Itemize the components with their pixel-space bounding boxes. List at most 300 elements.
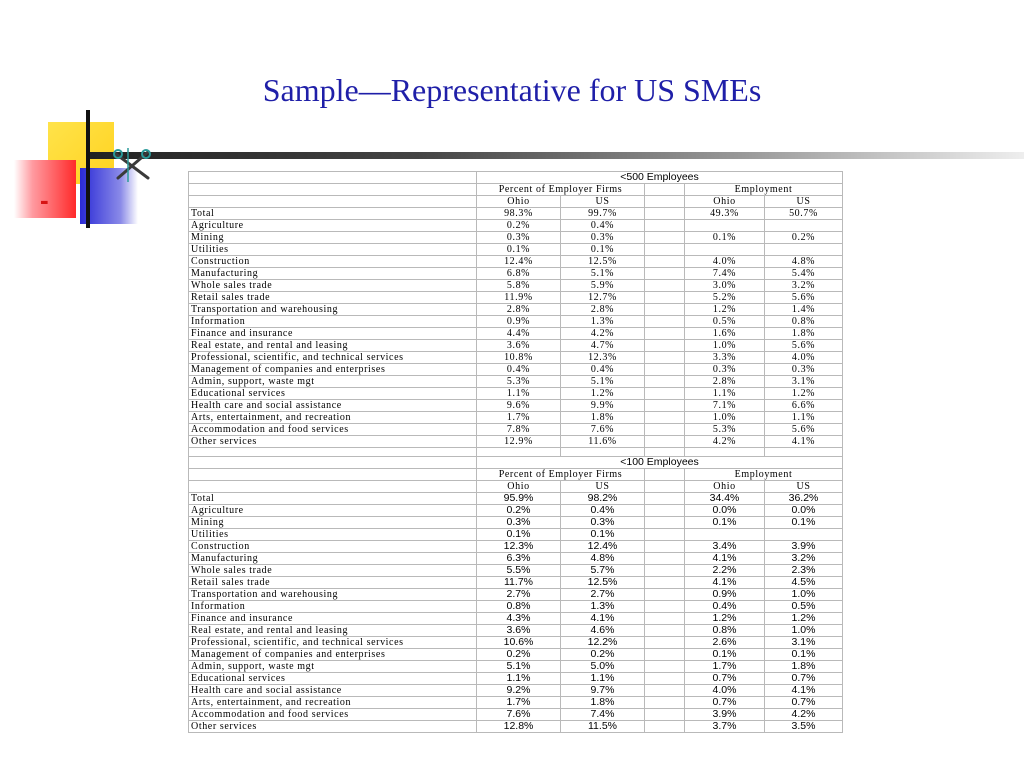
pct-ohio-cell: 7.6% (477, 709, 561, 721)
emp-ohio-cell: 3.9% (685, 709, 765, 721)
emp-us-cell: 1.2% (765, 388, 843, 400)
pct-ohio-cell: 7.8% (477, 424, 561, 436)
column-header-row (189, 196, 843, 208)
empty-cell (189, 196, 477, 208)
row-label: Agriculture (189, 220, 477, 232)
pct-ohio-cell: 1.7% (477, 697, 561, 709)
pct-us-cell: 0.4% (561, 505, 645, 517)
row-label: Other services (189, 721, 477, 733)
emp-ohio-cell: 0.1% (685, 232, 765, 244)
pct-ohio-cell: 6.8% (477, 268, 561, 280)
pct-ohio-cell: 1.1% (477, 388, 561, 400)
table-row (189, 268, 843, 280)
section-header-row (189, 457, 843, 469)
section-title: <100 Employees (477, 457, 843, 469)
pct-ohio-cell: 95.9% (477, 493, 561, 505)
spacer-row (189, 448, 843, 457)
table-row (189, 316, 843, 328)
emp-ohio-cell: 2.8% (685, 376, 765, 388)
table-row (189, 424, 843, 436)
table-row (189, 376, 843, 388)
table-row (189, 505, 843, 517)
row-label: Real estate, and rental and leasing (189, 625, 477, 637)
emp-ohio-cell: 4.0% (685, 685, 765, 697)
empty-cell (645, 316, 685, 328)
empty-cell (645, 400, 685, 412)
emp-us-cell: 3.2% (765, 280, 843, 292)
empty-cell (645, 697, 685, 709)
row-label: Transportation and warehousing (189, 589, 477, 601)
table-row (189, 697, 843, 709)
table-row (189, 304, 843, 316)
table-row (189, 328, 843, 340)
empty-cell (645, 268, 685, 280)
emp-us-cell: 4.1% (765, 685, 843, 697)
table-row (189, 352, 843, 364)
emp-ohio-cell (685, 529, 765, 541)
empty-cell (189, 184, 477, 196)
pct-ohio-cell: 12.4% (477, 256, 561, 268)
empty-cell (645, 613, 685, 625)
emp-ohio-cell: 2.2% (685, 565, 765, 577)
table-row (189, 541, 843, 553)
row-label: Accommodation and food services (189, 709, 477, 721)
empty-cell (685, 448, 765, 457)
emp-ohio-cell: 4.1% (685, 553, 765, 565)
pct-ohio-cell: 3.6% (477, 340, 561, 352)
table-row (189, 232, 843, 244)
pct-ohio-cell: 11.9% (477, 292, 561, 304)
row-label: Total (189, 208, 477, 220)
table-row (189, 292, 843, 304)
pct-us-cell: 9.7% (561, 685, 645, 697)
emp-ohio-cell: 1.2% (685, 613, 765, 625)
pct-us-cell: 4.7% (561, 340, 645, 352)
empty-cell (645, 208, 685, 220)
pct-us-cell: 1.3% (561, 316, 645, 328)
emp-us-cell: 1.0% (765, 589, 843, 601)
table-row (189, 436, 843, 448)
group-percent-header: Percent of Employer Firms (477, 469, 645, 481)
empty-cell (645, 673, 685, 685)
emp-ohio-cell: 1.6% (685, 328, 765, 340)
empty-cell (477, 448, 561, 457)
pct-us-cell: 0.4% (561, 364, 645, 376)
table-row (189, 709, 843, 721)
emp-us-cell (765, 244, 843, 256)
row-label: Manufacturing (189, 268, 477, 280)
table-row (189, 601, 843, 613)
decor-red-dash: - (40, 185, 49, 215)
emp-us-cell: 2.3% (765, 565, 843, 577)
empty-cell (645, 601, 685, 613)
pct-us-cell: 5.7% (561, 565, 645, 577)
pct-ohio-cell: 6.3% (477, 553, 561, 565)
pct-us-cell: 12.5% (561, 256, 645, 268)
empty-cell (645, 448, 685, 457)
emp-us-cell: 0.1% (765, 649, 843, 661)
pct-ohio-cell: 11.7% (477, 577, 561, 589)
pct-us-cell: 98.2% (561, 493, 645, 505)
empty-cell (645, 388, 685, 400)
emp-ohio-cell: 1.2% (685, 304, 765, 316)
row-label: Other services (189, 436, 477, 448)
pct-us-cell: 0.1% (561, 529, 645, 541)
empty-cell (645, 220, 685, 232)
table-row (189, 577, 843, 589)
pct-ohio-cell: 2.7% (477, 589, 561, 601)
emp-us-cell: 36.2% (765, 493, 843, 505)
pct-ohio-cell: 0.9% (477, 316, 561, 328)
empty-cell (645, 280, 685, 292)
pct-ohio-cell: 0.1% (477, 244, 561, 256)
emp-ohio-cell: 4.0% (685, 256, 765, 268)
table-row (189, 613, 843, 625)
empty-cell (645, 637, 685, 649)
emp-ohio-cell: 0.8% (685, 625, 765, 637)
pct-ohio-cell: 5.3% (477, 376, 561, 388)
emp-ohio-cell: 5.2% (685, 292, 765, 304)
emp-ohio-cell: 34.4% (685, 493, 765, 505)
pct-us-cell: 99.7% (561, 208, 645, 220)
row-label: Educational services (189, 673, 477, 685)
section-title: <500 Employees (477, 172, 843, 184)
empty-cell (645, 340, 685, 352)
table-row (189, 673, 843, 685)
emp-us-cell (765, 529, 843, 541)
row-label: Utilities (189, 529, 477, 541)
emp-us-cell: 1.2% (765, 613, 843, 625)
empty-cell (645, 517, 685, 529)
row-label: Management of companies and enterprises (189, 649, 477, 661)
emp-ohio-cell: 5.3% (685, 424, 765, 436)
row-label: Professional, scientific, and technical services (189, 352, 477, 364)
pct-ohio-cell: 1.7% (477, 412, 561, 424)
pct-us-cell: 7.6% (561, 424, 645, 436)
pct-us-cell: 1.3% (561, 601, 645, 613)
emp-ohio-cell (685, 220, 765, 232)
empty-cell (645, 529, 685, 541)
pct-us-cell: 1.8% (561, 697, 645, 709)
empty-cell (645, 649, 685, 661)
pct-us-cell: 7.4% (561, 709, 645, 721)
emp-us-cell: 0.7% (765, 697, 843, 709)
emp-ohio-cell: 0.4% (685, 601, 765, 613)
pct-us-cell: 1.8% (561, 412, 645, 424)
emp-us-cell: 3.1% (765, 637, 843, 649)
group-employment-header: Employment (685, 184, 843, 196)
empty-cell (645, 685, 685, 697)
table-row (189, 412, 843, 424)
decor-vertical-line (86, 110, 90, 228)
tool-icon (110, 146, 154, 184)
row-label: Educational services (189, 388, 477, 400)
pct-us-cell: 0.3% (561, 517, 645, 529)
emp-ohio-cell: 3.0% (685, 280, 765, 292)
pct-ohio-cell: 0.3% (477, 232, 561, 244)
empty-cell (645, 232, 685, 244)
pct-us-cell: 9.9% (561, 400, 645, 412)
row-label: Arts, entertainment, and recreation (189, 697, 477, 709)
col-ohio: Ohio (685, 481, 765, 493)
table-row (189, 721, 843, 733)
pct-us-cell: 12.2% (561, 637, 645, 649)
emp-ohio-cell: 0.0% (685, 505, 765, 517)
pct-us-cell: 12.5% (561, 577, 645, 589)
pct-us-cell: 11.5% (561, 721, 645, 733)
table-row (189, 649, 843, 661)
group-employment-header: Employment (685, 469, 843, 481)
emp-us-cell: 1.8% (765, 661, 843, 673)
pct-us-cell: 0.3% (561, 232, 645, 244)
pct-ohio-cell: 0.8% (477, 601, 561, 613)
emp-us-cell: 0.8% (765, 316, 843, 328)
empty-cell (189, 448, 477, 457)
row-label: Information (189, 601, 477, 613)
pct-us-cell: 2.8% (561, 304, 645, 316)
emp-ohio-cell: 7.4% (685, 268, 765, 280)
emp-us-cell: 0.3% (765, 364, 843, 376)
table-row (189, 220, 843, 232)
empty-cell (645, 505, 685, 517)
emp-us-cell: 4.0% (765, 352, 843, 364)
row-label: Health care and social assistance (189, 685, 477, 697)
emp-us-cell: 4.2% (765, 709, 843, 721)
pct-ohio-cell: 98.3% (477, 208, 561, 220)
empty-cell (645, 352, 685, 364)
group-header-row (189, 469, 843, 481)
empty-cell (189, 457, 477, 469)
emp-ohio-cell: 0.5% (685, 316, 765, 328)
emp-us-cell: 1.0% (765, 625, 843, 637)
pct-ohio-cell: 0.3% (477, 517, 561, 529)
pct-ohio-cell: 9.6% (477, 400, 561, 412)
emp-us-cell: 50.7% (765, 208, 843, 220)
empty-cell (645, 196, 685, 208)
table-row (189, 637, 843, 649)
row-label: Health care and social assistance (189, 400, 477, 412)
column-header-row (189, 481, 843, 493)
table-row (189, 340, 843, 352)
table-row (189, 208, 843, 220)
row-label: Finance and insurance (189, 328, 477, 340)
pct-ohio-cell: 0.1% (477, 529, 561, 541)
empty-cell (645, 481, 685, 493)
emp-ohio-cell: 1.0% (685, 412, 765, 424)
emp-us-cell: 0.1% (765, 517, 843, 529)
emp-ohio-cell: 1.1% (685, 388, 765, 400)
emp-us-cell: 3.2% (765, 553, 843, 565)
row-label: Transportation and warehousing (189, 304, 477, 316)
col-ohio: Ohio (685, 196, 765, 208)
empty-cell (765, 448, 843, 457)
empty-cell (645, 436, 685, 448)
pct-ohio-cell: 12.3% (477, 541, 561, 553)
table-row (189, 388, 843, 400)
emp-us-cell: 3.5% (765, 721, 843, 733)
empty-cell (645, 661, 685, 673)
table-row (189, 493, 843, 505)
empty-cell (189, 469, 477, 481)
row-label: Arts, entertainment, and recreation (189, 412, 477, 424)
row-label: Agriculture (189, 505, 477, 517)
emp-us-cell: 1.1% (765, 412, 843, 424)
table-row (189, 529, 843, 541)
pct-us-cell: 5.1% (561, 268, 645, 280)
pct-us-cell: 0.4% (561, 220, 645, 232)
col-us: US (561, 196, 645, 208)
empty-cell (645, 256, 685, 268)
row-label: Admin, support, waste mgt (189, 376, 477, 388)
emp-us-cell: 4.8% (765, 256, 843, 268)
emp-ohio-cell: 0.3% (685, 364, 765, 376)
empty-cell (645, 376, 685, 388)
decor-horizontal-rule (90, 152, 1024, 159)
emp-ohio-cell: 1.0% (685, 340, 765, 352)
col-us: US (765, 481, 843, 493)
pct-us-cell: 2.7% (561, 589, 645, 601)
row-label: Manufacturing (189, 553, 477, 565)
pct-ohio-cell: 4.4% (477, 328, 561, 340)
table-row (189, 244, 843, 256)
empty-cell (645, 721, 685, 733)
pct-ohio-cell: 4.3% (477, 613, 561, 625)
emp-ohio-cell: 2.6% (685, 637, 765, 649)
section-header-row (189, 172, 843, 184)
col-ohio: Ohio (477, 481, 561, 493)
pct-ohio-cell: 0.4% (477, 364, 561, 376)
pct-us-cell: 4.8% (561, 553, 645, 565)
emp-us-cell: 0.0% (765, 505, 843, 517)
pct-us-cell: 12.7% (561, 292, 645, 304)
emp-ohio-cell: 0.9% (685, 589, 765, 601)
pct-ohio-cell: 0.2% (477, 649, 561, 661)
pct-us-cell: 0.1% (561, 244, 645, 256)
row-label: Construction (189, 256, 477, 268)
pct-us-cell: 0.2% (561, 649, 645, 661)
empty-cell (645, 577, 685, 589)
row-label: Real estate, and rental and leasing (189, 340, 477, 352)
group-header-row (189, 184, 843, 196)
slide-title: Sample—Representative for US SMEs (262, 72, 762, 108)
emp-ohio-cell (685, 244, 765, 256)
pct-ohio-cell: 12.9% (477, 436, 561, 448)
empty-cell (645, 541, 685, 553)
row-label: Utilities (189, 244, 477, 256)
emp-ohio-cell: 0.1% (685, 649, 765, 661)
emp-us-cell: 3.9% (765, 541, 843, 553)
emp-us-cell: 5.4% (765, 268, 843, 280)
pct-ohio-cell: 0.2% (477, 505, 561, 517)
pct-us-cell: 12.3% (561, 352, 645, 364)
group-percent-header: Percent of Employer Firms (477, 184, 645, 196)
pct-us-cell: 5.9% (561, 280, 645, 292)
emp-ohio-cell: 0.1% (685, 517, 765, 529)
empty-cell (645, 589, 685, 601)
row-label: Retail sales trade (189, 577, 477, 589)
empty-cell (645, 625, 685, 637)
table-row (189, 661, 843, 673)
emp-ohio-cell: 3.7% (685, 721, 765, 733)
pct-us-cell: 1.1% (561, 673, 645, 685)
pct-ohio-cell: 10.6% (477, 637, 561, 649)
pct-ohio-cell: 9.2% (477, 685, 561, 697)
emp-us-cell: 0.7% (765, 673, 843, 685)
pct-ohio-cell: 5.5% (477, 565, 561, 577)
emp-ohio-cell: 4.2% (685, 436, 765, 448)
empty-cell (645, 424, 685, 436)
pct-ohio-cell: 5.1% (477, 661, 561, 673)
empty-cell (645, 304, 685, 316)
row-label: Retail sales trade (189, 292, 477, 304)
pct-us-cell: 1.2% (561, 388, 645, 400)
pct-ohio-cell: 10.8% (477, 352, 561, 364)
table-row (189, 565, 843, 577)
emp-ohio-cell: 3.3% (685, 352, 765, 364)
table-row (189, 364, 843, 376)
empty-cell (645, 469, 685, 481)
empty-cell (645, 292, 685, 304)
empty-cell (645, 709, 685, 721)
emp-ohio-cell: 3.4% (685, 541, 765, 553)
emp-ohio-cell: 4.1% (685, 577, 765, 589)
emp-us-cell: 1.8% (765, 328, 843, 340)
pct-ohio-cell: 3.6% (477, 625, 561, 637)
pct-us-cell: 5.1% (561, 376, 645, 388)
empty-cell (189, 481, 477, 493)
emp-us-cell: 5.6% (765, 424, 843, 436)
pct-us-cell: 4.2% (561, 328, 645, 340)
pct-ohio-cell: 5.8% (477, 280, 561, 292)
empty-cell (189, 172, 477, 184)
row-label: Mining (189, 517, 477, 529)
pct-ohio-cell: 1.1% (477, 673, 561, 685)
pct-ohio-cell: 2.8% (477, 304, 561, 316)
sme-data-table (188, 171, 843, 733)
row-label: Construction (189, 541, 477, 553)
emp-ohio-cell: 1.7% (685, 661, 765, 673)
row-label: Finance and insurance (189, 613, 477, 625)
emp-ohio-cell: 7.1% (685, 400, 765, 412)
col-us: US (765, 196, 843, 208)
emp-us-cell: 5.6% (765, 292, 843, 304)
emp-us-cell (765, 220, 843, 232)
empty-cell (645, 184, 685, 196)
table-row (189, 280, 843, 292)
row-label: Accommodation and food services (189, 424, 477, 436)
pct-us-cell: 12.4% (561, 541, 645, 553)
row-label: Whole sales trade (189, 280, 477, 292)
emp-us-cell: 4.5% (765, 577, 843, 589)
row-label: Professional, scientific, and technical services (189, 637, 477, 649)
col-us: US (561, 481, 645, 493)
emp-us-cell: 0.5% (765, 601, 843, 613)
emp-us-cell: 1.4% (765, 304, 843, 316)
emp-us-cell: 0.2% (765, 232, 843, 244)
empty-cell (645, 412, 685, 424)
pct-us-cell: 5.0% (561, 661, 645, 673)
empty-cell (645, 553, 685, 565)
emp-ohio-cell: 49.3% (685, 208, 765, 220)
row-label: Information (189, 316, 477, 328)
pct-us-cell: 11.6% (561, 436, 645, 448)
emp-ohio-cell: 0.7% (685, 673, 765, 685)
table-row (189, 400, 843, 412)
pct-us-cell: 4.1% (561, 613, 645, 625)
emp-ohio-cell: 0.7% (685, 697, 765, 709)
empty-cell (645, 364, 685, 376)
emp-us-cell: 5.6% (765, 340, 843, 352)
